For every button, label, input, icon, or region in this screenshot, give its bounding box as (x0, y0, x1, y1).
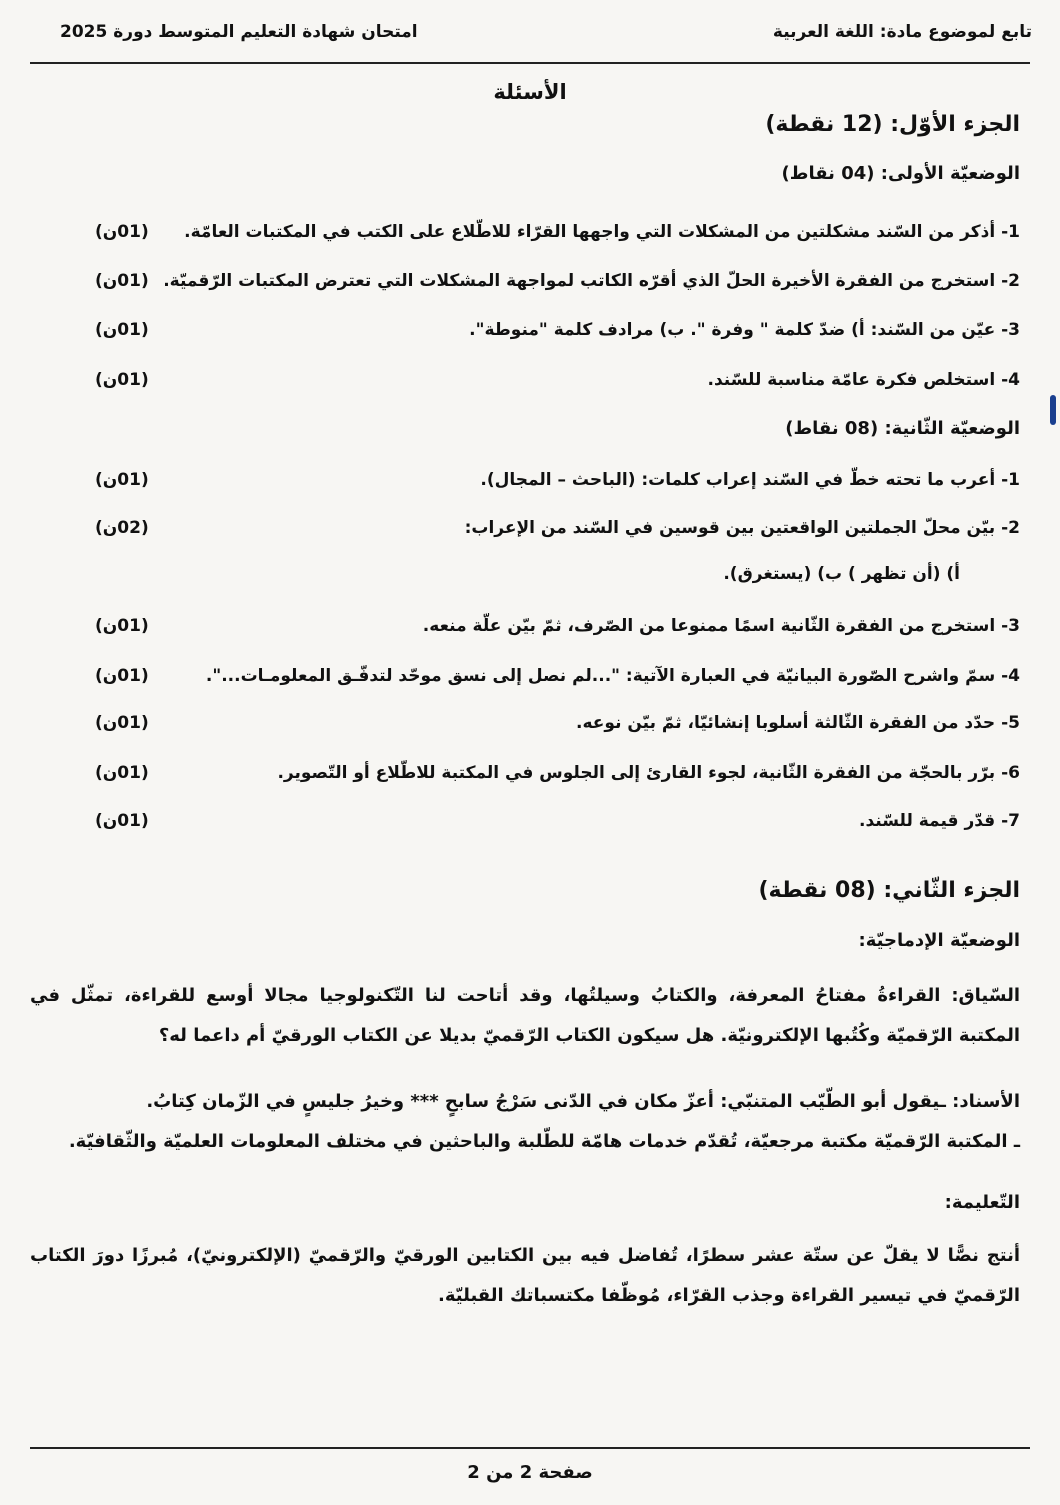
question-text: 4- استخلص فكرة عامّة مناسبة للسّند. (707, 370, 1020, 390)
question-text: 1- أعرب ما تحته خطّ في السّند إعراب كلمات: (الباحث – المجال). (480, 470, 1020, 490)
question-sub-items: أ) (أن تظهر ) ب) (يستغرق). (723, 564, 960, 584)
question-row (95, 222, 1020, 242)
question-row (95, 470, 1020, 490)
support-1: الأسناد: ـيقول أبو الطّيّب المتنبّي: أعزّ مكان في الدّنى سَرْجُ سابحٍ *** وخيرُ جليسٍ في الزّمان كِتابُ. (146, 1091, 1020, 1112)
instruction-heading: التّعليمة: (944, 1192, 1020, 1213)
question-points: (01ن) (95, 370, 149, 390)
question-points: (01ن) (95, 763, 149, 783)
integration-situation-heading: الوضعيّة الإدماجيّة: (858, 930, 1020, 951)
question-row (95, 616, 1020, 636)
question-text: 5- حدّد من الفقرة الثّالثة أسلوبا إنشائيّا، ثمّ بيّن نوعه. (576, 713, 1020, 733)
question-text: 2- بيّن محلّ الجملتين الواقعتين بين قوسين في السّند من الإعراب: (464, 518, 1020, 538)
question-text: 3- استخرج من الفقرة الثّانية اسمًا ممنوعا من الصّرف، ثمّ بيّن علّة منعه. (422, 616, 1020, 636)
question-row (95, 811, 1020, 831)
question-points: (02ن) (95, 518, 149, 538)
part2-heading: الجزء الثّاني: (08 نقطة) (758, 878, 1020, 903)
question-points: (01ن) (95, 222, 149, 242)
question-text: 6- برّر بالحجّة من الفقرة الثّانية، لجوء القارئ إلى الجلوس في المكتبة للاطّلاع أو التّصوير. (277, 763, 1020, 783)
question-row (95, 271, 1020, 291)
question-text: 7- قدّر قيمة للسّند. (858, 811, 1020, 831)
question-row (95, 713, 1020, 733)
header-subject: تابع لموضوع مادة: اللغة العربية (772, 22, 1032, 42)
page-title: الأسئلة (493, 80, 567, 104)
page-number: صفحة 2 من 2 (467, 1462, 593, 1483)
question-points: (01ن) (95, 616, 149, 636)
question-row (95, 666, 1020, 686)
header-exam-title: امتحان شهادة التعليم المتوسط دورة 2025 (60, 22, 418, 42)
question-text: 3- عيّن من السّند: أ) ضدّ كلمة " وفرة ". ب) مرادف كلمة "منوطة". (469, 320, 1020, 340)
instruction-text: أنتج نصًّا لا يقلّ عن ستّة عشر سطرًا، تُفاضل فيه بين الكتابين الورقيّ والرّقميّ (الإلكترونيّ)، مُبرزًا دورَ الكتاب الرّقميّ في تيسير القراءة وجذب القرّاء، مُوظّفا مكتسباتك القبليّة. (30, 1245, 1020, 1306)
support-2: ـ المكتبة الرّقميّة مكتبة مرجعيّة، تُقدّم خدمات هامّة للطّلبة والباحثين في مختلف المعلومات العلميّة والثّقافيّة. (68, 1131, 1020, 1152)
question-row (95, 370, 1020, 390)
question-points: (01ن) (95, 713, 149, 733)
header-divider (30, 62, 1030, 64)
question-text: 1- أذكر من السّند مشكلتين من المشكلات التي واجهها القرّاء للاطّلاع على الكتب في المكتبات العامّة. (184, 222, 1020, 242)
question-points: (01ن) (95, 320, 149, 340)
part1-heading: الجزء الأوّل: (12 نقطة) (765, 112, 1020, 137)
question-row (95, 320, 1020, 340)
question-points: (01ن) (95, 271, 149, 291)
situation1-heading: الوضعيّة الأولى: (04 نقاط) (781, 163, 1020, 184)
question-points: (01ن) (95, 666, 149, 686)
question-text: 4- سمّ واشرح الصّورة البيانيّة في العبارة الآتية: "...لم نصل إلى نسق موحّد لتدفّـق المعلومـات...". (205, 666, 1020, 686)
question-points: (01ن) (95, 811, 149, 831)
context-paragraph: السّياق: القراءةُ مفتاحُ المعرفة، والكتابُ وسيلتُها، وقد أتاحت لنا التّكنولوجيا مجالا أوسع للقراءة، تمثّل في المكتبة الرّقميّة وكُتُبها الإلكترونيّة. هل سيكون الكتاب الرّقميّ بديلا عن الكتاب الورقيّ أم داعما له؟ (30, 985, 1020, 1046)
situation2-heading: الوضعيّة الثّانية: (08 نقاط) (785, 418, 1020, 439)
question-row (95, 518, 1020, 538)
question-row (95, 763, 1020, 783)
question-text: 2- استخرج من الفقرة الأخيرة الحلّ الذي أقرّه الكاتب لمواجهة المشكلات التي تعترض المكتبات الرّقميّة. (163, 271, 1020, 291)
footer-divider (30, 1447, 1030, 1449)
question-points: (01ن) (95, 470, 149, 490)
scan-edge-mark (1050, 395, 1056, 425)
